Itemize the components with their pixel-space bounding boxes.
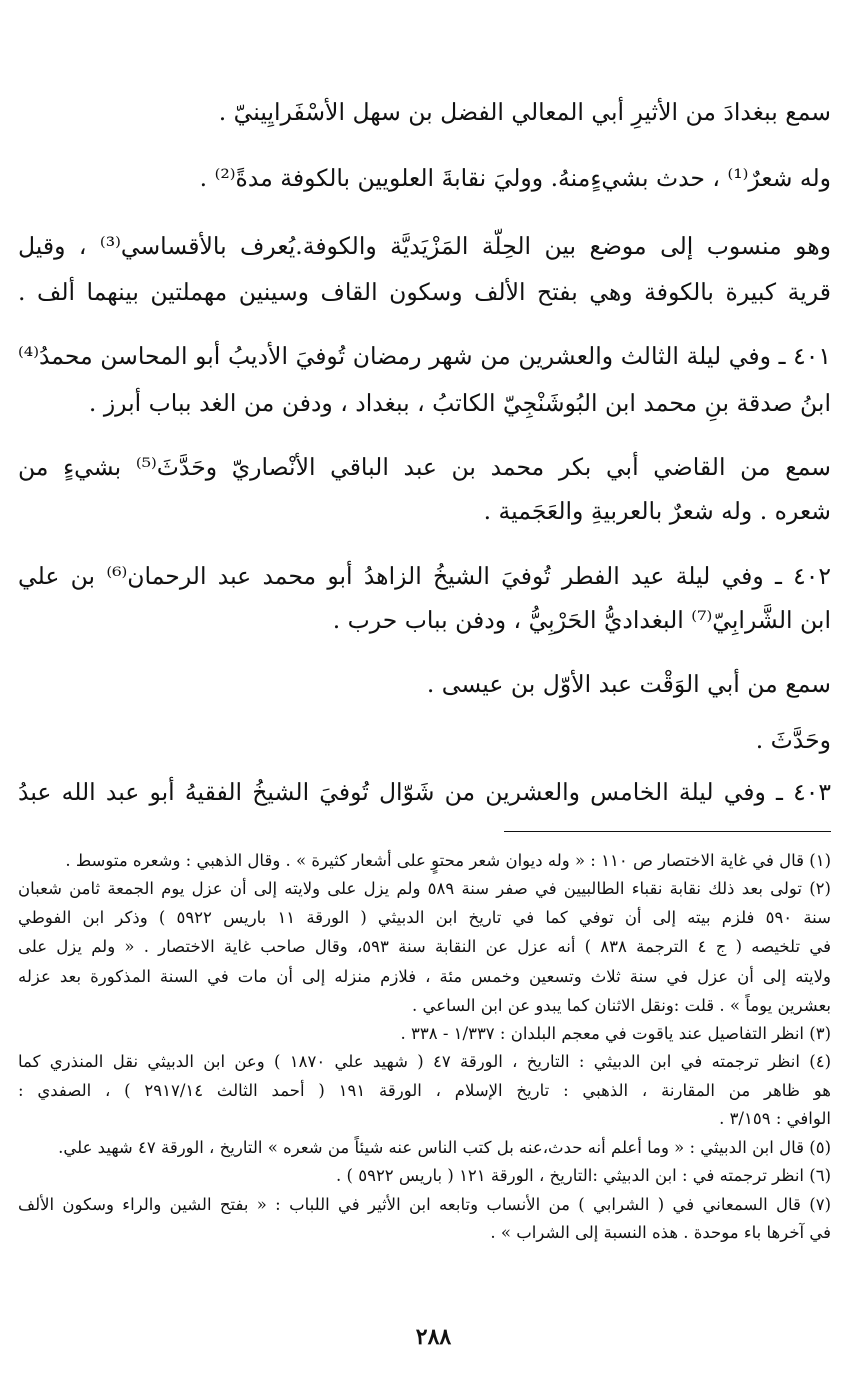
footnote-line: (٧) قال السمعاني في ( الشرابي ) من الأنساب وتابعه ابن الأثير في اللباب : « بفتح الشين والراء وسكون الألف — [18, 1195, 831, 1214]
footnote-line: الوافي : ٣/١٥٩ . — [719, 1109, 831, 1128]
main-line: ابن الشَّرابِيّ⁽⁷⁾ البغداديُّ الحَرْبِيُّ ، ودفن بباب حرب . — [332, 606, 831, 634]
main-line: وله شعرٌ⁽¹⁾ ، حدث بشيءٍمنهُ. ووليَ نقابةَ العلويين بالكوفة مدةً⁽²⁾ . — [199, 164, 831, 192]
footnote-line: (٣) انظر التفاصيل عند ياقوت في معجم البلدان : ١/٣٣٧ - ٣٣٨ . — [400, 1024, 831, 1043]
footnote-line: (٥) قال ابن الدبيثي : « وما أعلم أنه حدث،عنه بل كتب الناس عنه شيئاً من شعره » التاريخ ، الورقة ٤٧ شهيد علي. — [58, 1138, 831, 1157]
main-line: سمع من القاضي أبي بكر محمد بن عبد الباقي الأنْصاريّ وحَدَّثَ⁽⁵⁾ بشيءٍ من — [18, 453, 831, 481]
main-line: شعره . وله شعرٌ بالعربيةِ والعَجَمية . — [483, 497, 831, 525]
footnote-line: في آخرها باء موحدة . هذه النسبة إلى الشراب » . — [490, 1223, 831, 1242]
main-line: سمع من أبي الوَقْت عبد الأوّل بن عيسى . — [426, 670, 831, 698]
main-line: وحَدَّثَ . — [755, 726, 831, 754]
main-line: ٤٠٢ ـ وفي ليلة عيد الفطر تُوفيَ الشيخُ الزاهدُ أبو محمد عبد الرحمان⁽⁶⁾ بن علي — [18, 562, 831, 590]
footnote-line: سنة ٥٩٠ فلزم بيته إلى أن توفي كما في تاريخ ابن الدبيثي ( الورقة ١١ باريس ٥٩٢٢ ) وذكر ابن الفوطي — [18, 908, 831, 927]
main-line: قرية كبيرة بالكوفة وهي بفتح الألف وسكون القاف وسينين مهملتين بينهما ألف . — [18, 278, 831, 306]
footnote-line: (٦) انظر ترجمته في : ابن الدبيثي :التاريخ ، الورقة ١٢١ ( باريس ٥٩٢٢ ) . — [336, 1166, 831, 1185]
main-line: وهو منسوب إلى موضع بين الحِلّة المَزْيَديَّة والكوفة.يُعرف بالأقساسي⁽³⁾ ، وقيل — [18, 232, 831, 260]
footnote-line: (٢) تولى بعد ذلك نقابة نقباء الطالبيين في صفر سنة ٥٨٩ ولم يزل على ولايته إلى أن عزل يوم الجمعة ثامن شعبان — [18, 879, 831, 898]
main-line: ٤٠٣ ـ وفي ليلة الخامس والعشرين من شَوّال تُوفيَ الشيخُ الفقيهُ أبو عبد الله عبدُ — [18, 778, 831, 806]
footnote-line: (٤) انظر ترجمته في ابن الدبيثي : التاريخ ، الورقة ٤٧ ( شهيد علي ١٨٧٠ ) وعن ابن الدبيثي نقل المنذري كما — [18, 1052, 831, 1071]
footnote-line: ولايته إلى أن عزل في سنة ثلاث وتسعين وخمس مئة ، فلازم منزله إلى أن مات في السنة المذكورة بعد عزله — [18, 967, 831, 986]
main-line: سمع ببغدادَ من الأثيرِ أبي المعالي الفضل بن سهل الأسْفَرايِينيّ . — [218, 98, 831, 126]
footnote-line: في تلخيصه ( ج ٤ الترجمة ٨٣٨ ) أنه عزل عن النقابة سنة ٥٩٣، وقال صاحب غاية الاختصار . « ولم يزل على — [18, 937, 831, 956]
main-line: ٤٠١ ـ وفي ليلة الثالث والعشرين من شهر رمضان تُوفيَ الأديبُ أبو المحاسن محمدُ⁽⁴⁾ — [18, 342, 831, 370]
footnote-divider — [504, 831, 831, 832]
footnote-line: بعشرين يوماً » . قلت :ونقل الاثنان كما يبدو عن ابن الساعي . — [412, 996, 831, 1015]
main-line: ابنُ صدقة بنِ محمد ابن البُوشَنْجِيّ الكاتبُ ، ببغداد ، ودفن من الغد بباب أبرز . — [88, 389, 831, 417]
page-number: ٢٨٨ — [415, 1324, 452, 1350]
footnote-line: هو ظاهر من المقارنة ، الذهبي : تاريخ الإسلام ، الورقة ١٩١ ( أحمد الثالث ٢٩١٧/١٤ ) ، الصفدي : — [18, 1081, 831, 1100]
footnote-line: (١) قال في غاية الاختصار ص ١١٠ : « وله ديوان شعر محتوٍ على أشعار كثيرة » . وقال الذهبي : وشعره متوسط . — [65, 851, 831, 870]
